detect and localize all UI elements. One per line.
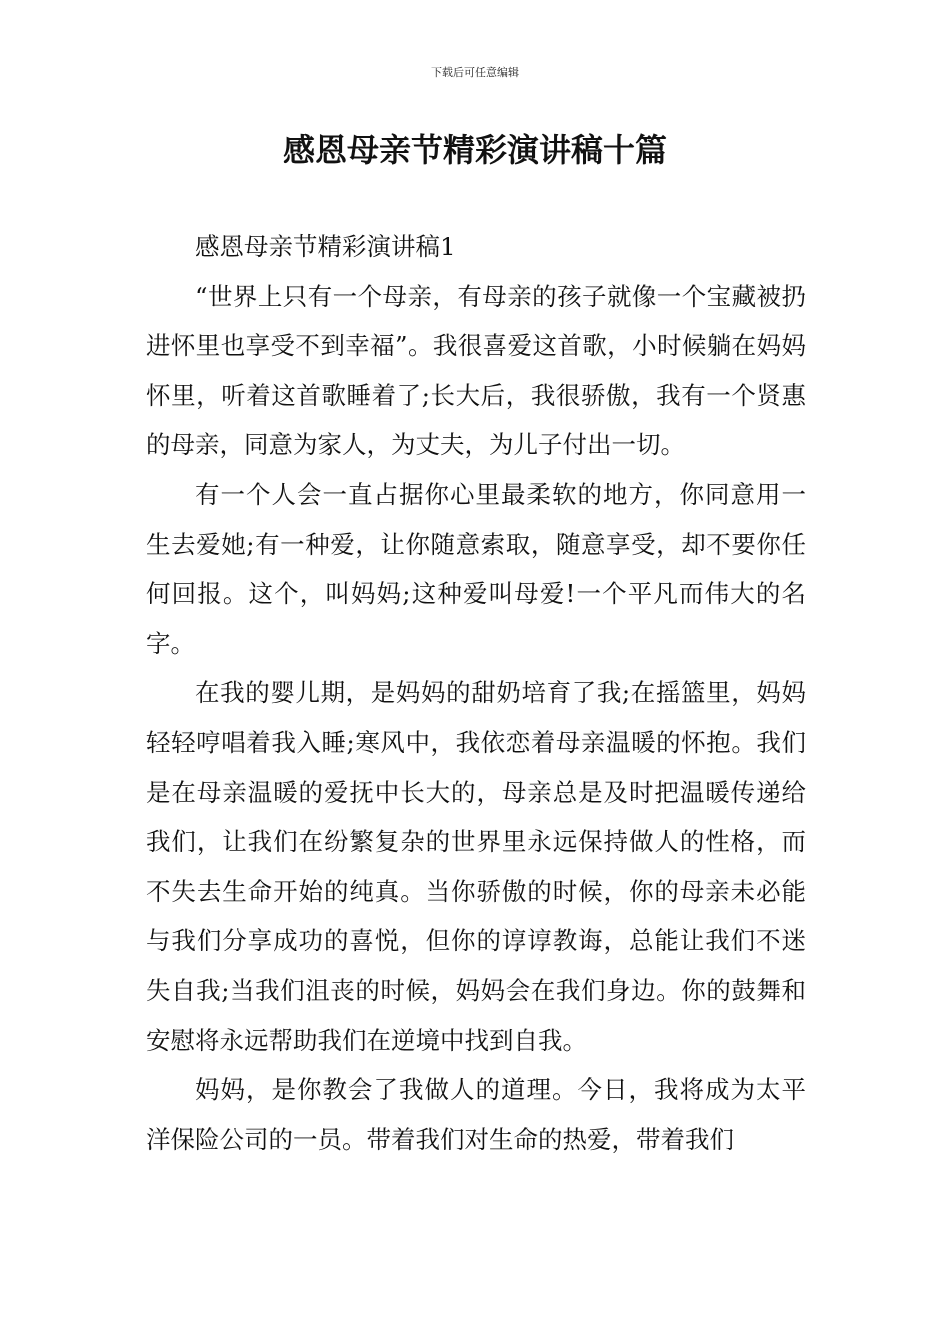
body-paragraph: 在我的婴儿期，是妈妈的甜奶培育了我;在摇篮里，妈妈轻轻哼唱着我入睡;寒风中，我依恋着母亲温暖的怀抱。我们是在母亲温暖的爱抚中长大的，母亲总是及时把温暖传递给我们，让我们在纷繁复杂的世界里永远保持做人的性格，而不失去生命开始的纯真。当你骄傲的时候，你的母亲未必能与我们分享成功的喜悦，但你的谆谆教诲，总能让我们不迷失自我;当我们沮丧的时候，妈妈会在我们身边。你的鼓舞和安慰将永远帮助我们在逆境中找到自我。 (146, 678, 806, 1055)
document-title: 感恩母亲节精彩演讲稿十篇 (282, 131, 667, 169)
page-header-note: 下载后可任意编辑 (431, 66, 519, 79)
section-heading: 感恩母亲节精彩演讲稿1 (195, 232, 456, 261)
body-paragraph: 妈妈，是你教会了我做人的道理。今日，我将成为太平洋保险公司的一员。带着我们对生命的热爱，带着我们 (146, 1075, 806, 1154)
body-paragraph: 有一个人会一直占据你心里最柔软的地方，你同意用一生去爱她;有一种爱，让你随意索取，随意享受，却不要你任何回报。这个，叫妈妈;这种爱叫母爱!一个平凡而伟大的名字。 (146, 479, 806, 658)
document-body (146, 222, 806, 1164)
body-paragraph: “世界上只有一个母亲，有母亲的孩子就像一个宝藏被扔进怀里也享受不到幸福”。我很喜爱这首歌，小时候躺在妈妈怀里，听着这首歌睡着了;长大后，我很骄傲，我有一个贤惠的母亲，同意为家人，为丈夫，为儿子付出一切。 (146, 281, 806, 460)
